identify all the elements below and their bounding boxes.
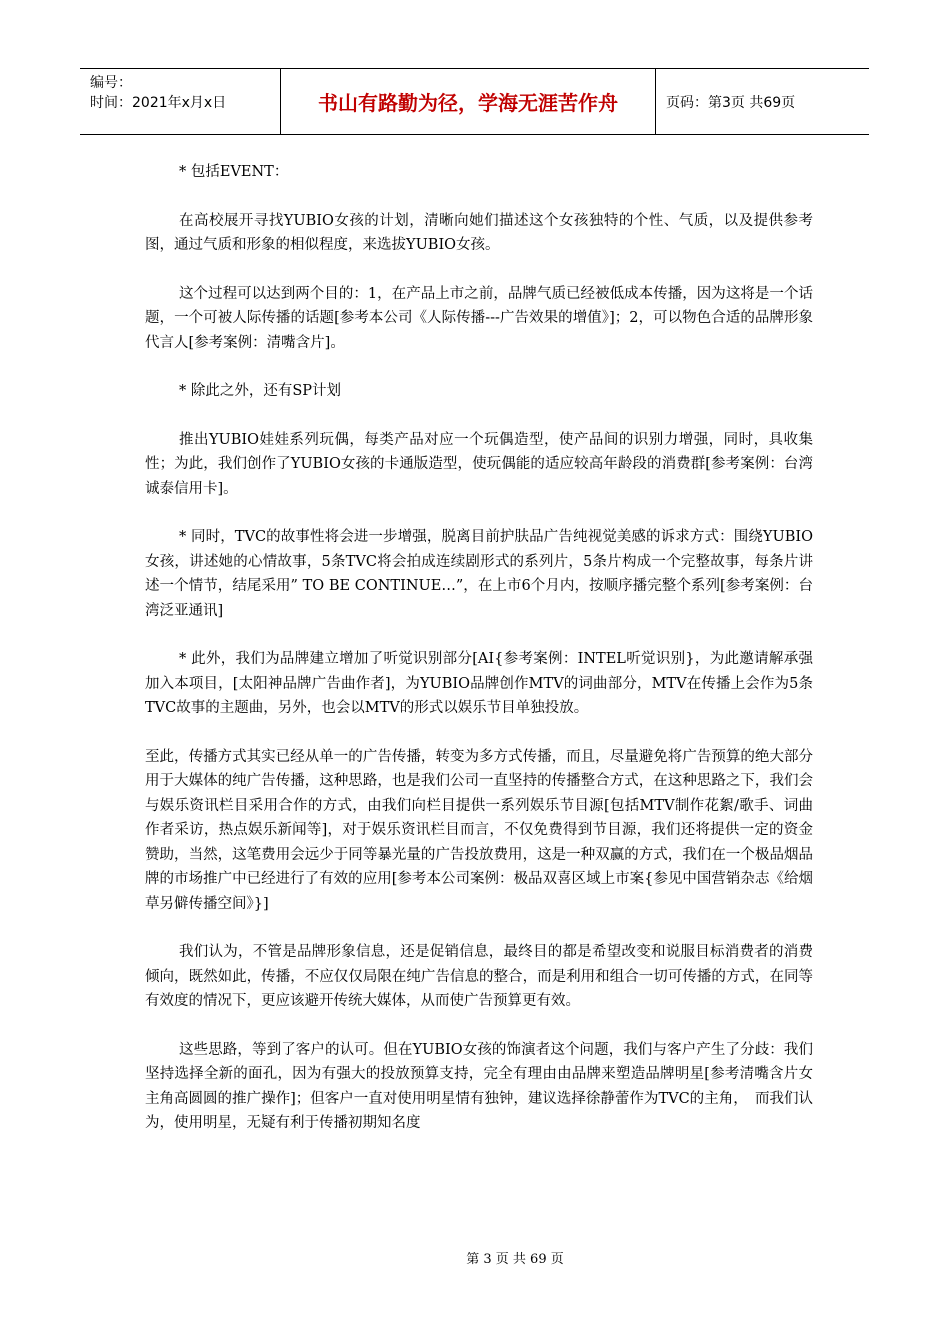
paragraph-client-disagreement: 这些思路，等到了客户的认可。但在YUBIO女孩的饰演者这个问题，我们与客户产生了分歧：我们坚持选择全新的面孔，因为有强大的投放预算支持，完全有理由由品牌来塑造品牌明星[参考清嘴含片女主角高圆圆的推广操作]；但客户一直对使用明星情有独钟，建议选择徐静蕾作为TVC的主角， 而我们认为，使用明星，无疑有利于传播初期知名度: [145, 1041, 813, 1131]
paragraph-sp-plan-heading: * 除此之外，还有SP计划: [179, 383, 342, 399]
document-date-label: 时间：2021年x月x日: [90, 95, 227, 111]
header-page-info: 页码：第3页 共69页: [666, 94, 796, 111]
document-body: [145, 160, 813, 1160]
paragraph-campus-search: 在高校展开寻找YUBIO女孩的计划，清晰向她们描述这个女孩独特的个性、气质，以及提供参考图，通过气质和形象的相似程度，来选拔YUBIO女孩。: [145, 212, 813, 253]
paragraph-integrated-communication: 至此，传播方式其实已经从单一的广告传播，转变为多方式传播，而且，尽量避免将广告预算的绝大部分用于大媒体的纯广告传播，这种思路，也是我们公司一直坚持的传播整合方式，在这种思路之下，我们会与娱乐资讯栏目采用合作的方式，由我们向栏目提供一系列娱乐节目源[包括MTV制作花絮/歌手、词曲作者采访，热点娱乐新闻等]，对于娱乐资讯栏目而言，不仅免费得到节目源，我们还将提供一定的资金赞助，当然，这笔费用会远少于同等暴光量的广告投放费用，这是一种双赢的方式，我们在一个极品烟品牌的市场推广中已经进行了有效的应用[参考本公司案例：极品双喜区域上市案{参见中国营销杂志《给烟草另僻传播空间》}]: [145, 748, 813, 912]
page-header: [80, 68, 869, 135]
paragraph-event-heading: * 包括EVENT：: [179, 164, 289, 180]
footer-page-number: 第 3 页 共 69 页: [466, 1252, 564, 1267]
page-footer: [0, 1248, 950, 1267]
header-meta-cell: [80, 69, 281, 134]
paragraph-our-view: 我们认为，不管是品牌形象信息，还是促销信息，最终目的都是希望改变和说服目标消费者的消费倾向，既然如此，传播，不应仅仅局限在纯广告信息的整合，而是利用和组合一切可传播的方式，在同等有效度的情况下，更应该避开传统大媒体，从而使广告预算更有效。: [145, 944, 813, 1009]
paragraph-doll-series: 推出YUBIO娃娃系列玩偶，每类产品对应一个玩偶造型，使产品间的识别力增强，同时，具收集性；为此，我们创作了YUBIO女孩的卡通版造型，使玩偶能的适应较高年龄段的消费群[参考案例：台湾诚泰信用卡]。: [145, 431, 813, 497]
header-motto: 书山有路勤为径，学海无涯苦作舟: [281, 69, 656, 134]
paragraph-audio-identity: * 此外，我们为品牌建立增加了听觉识别部分[AI{参考案例：INTEL听觉识别}，为此邀请解承强加入本项目，[太阳神品牌广告曲作者]，为YUBIO品牌创作MTV的词曲部分，MTV在传播上会作为5条TVC故事的主题曲，另外，也会以MTV的形式以娱乐节目单独投放。: [145, 651, 813, 716]
paragraph-tvc-story: * 同时，TVC的故事性将会进一步增强，脱离目前护肤品广告纯视觉美感的诉求方式：围绕YUBIO女孩，讲述她的心情故事，5条TVC将会拍成连续剧形式的系列片，5条片构成一个完整故事，每条片讲述一个情节，结尾采用” TO BE CONTINUE…”，在上市6个月内，按顺序播完整个系列[参考案例：台湾泛亚通讯]: [145, 529, 813, 619]
paragraph-two-goals: 这个过程可以达到两个目的：1，在产品上市之前，品牌气质已经被低成本传播，因为这将是一个话题，一个可被人际传播的话题[参考本公司《人际传播---广告效果的增值》]；2，可以物色合适的品牌形象代言人[参考案例：清嘴含片]。: [145, 285, 813, 351]
document-number-label: 编号：: [90, 75, 132, 91]
